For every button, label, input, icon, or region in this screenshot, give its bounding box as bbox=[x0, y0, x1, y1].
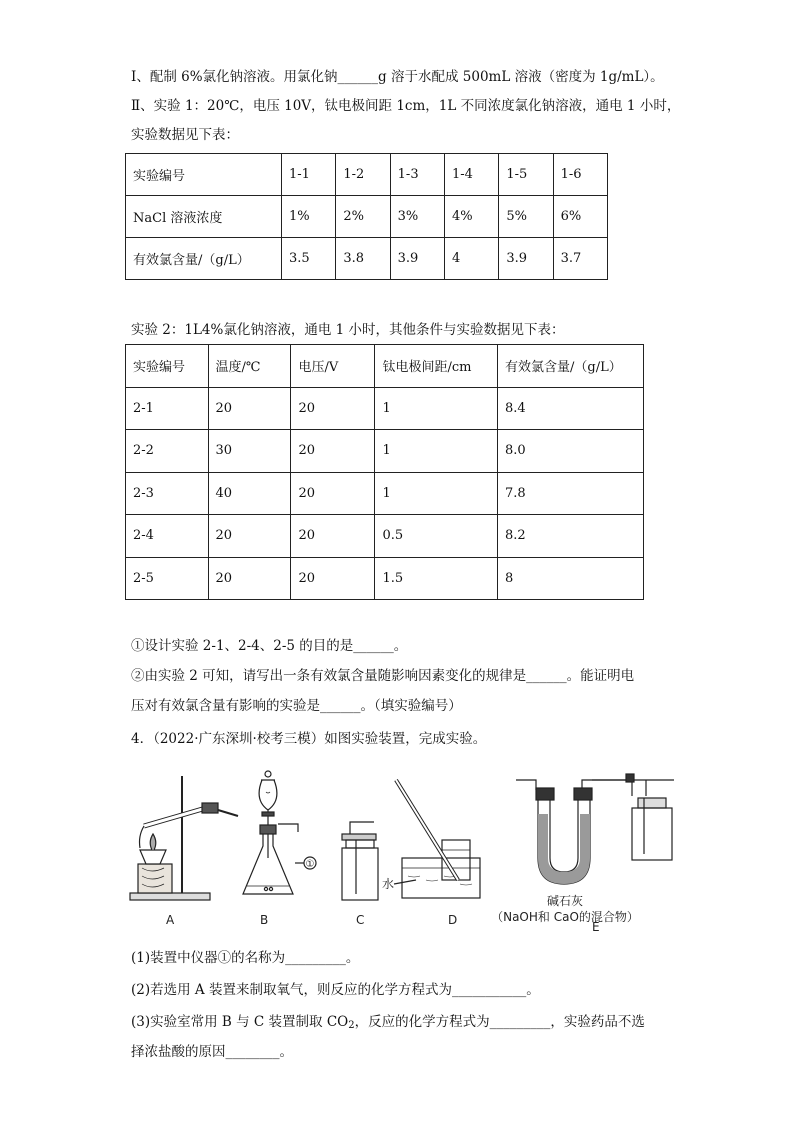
table2-cell: 20 bbox=[291, 557, 375, 600]
table2-header-row bbox=[126, 345, 644, 388]
label-a: A bbox=[166, 913, 175, 927]
part2-line1: Ⅱ、实验 1：20℃，电压 10V，钛电极间距 1cm，1L 不同浓度氯化钠溶液，通电 1 小时， bbox=[131, 98, 681, 114]
label-d: D bbox=[448, 913, 458, 927]
table1-cell: 4 bbox=[444, 238, 498, 280]
table1-cell: 1-2 bbox=[336, 154, 390, 196]
question-2-line2: 压对有效氯含量有影响的实验是______。（填实验编号） bbox=[131, 698, 462, 714]
part1-text: Ⅰ、配制 6%氯化钠溶液。用氯化钠______g 溶于水配成 500mL 溶液（密度为 1g/mL）。 bbox=[131, 69, 664, 85]
table2-cell: 8.4 bbox=[498, 387, 644, 430]
sub-question-3-line2: 择浓盐酸的原因________。 bbox=[131, 1044, 293, 1060]
apparatus-c bbox=[342, 822, 378, 927]
table1-cell: 3.7 bbox=[553, 238, 607, 280]
table2-header-cell: 温度/℃ bbox=[208, 345, 291, 388]
table2-cell: 7.8 bbox=[498, 472, 644, 515]
label-e: E bbox=[592, 920, 600, 933]
table2-row bbox=[126, 387, 644, 430]
sub-question-3-line1: (3)实验室常用 B 与 C 装置制取 $CO_2$，反应的化学方程式为_________，实验药品不选 bbox=[131, 1014, 645, 1031]
table2-cell: 2-5 bbox=[126, 557, 209, 600]
table2 bbox=[125, 344, 644, 600]
table2-cell: 8.0 bbox=[498, 430, 644, 473]
table1-row-header: 有效氯含量/（g/L） bbox=[126, 238, 282, 280]
table2-cell: 8.2 bbox=[498, 515, 644, 558]
table2-cell: 20 bbox=[208, 387, 291, 430]
table1-row-header: 实验编号 bbox=[126, 154, 282, 196]
table2-header-cell: 钛电极间距/cm bbox=[375, 345, 498, 388]
sub-question-2: (2)若选用 A 装置来制取氧气，则反应的化学方程式为___________。 bbox=[131, 982, 540, 998]
table2-header-cell: 电压/V bbox=[291, 345, 375, 388]
table2-cell: 1 bbox=[375, 472, 498, 515]
part2-line2: 实验数据见下表： bbox=[131, 127, 239, 143]
question-2-line1: ②由实验 2 可知，请写出一条有效氯含量随影响因素变化的规律是______。能证明电 bbox=[131, 668, 635, 684]
water-label: 水 bbox=[382, 877, 395, 891]
table2-cell: 20 bbox=[291, 387, 375, 430]
table2-header-cell: 实验编号 bbox=[126, 345, 209, 388]
label-b: B bbox=[260, 913, 269, 927]
table1-cell: 3% bbox=[390, 196, 444, 238]
table1-cell: 2% bbox=[336, 196, 390, 238]
table1-cell: 1-4 bbox=[444, 154, 498, 196]
table2-cell: 2-4 bbox=[126, 515, 209, 558]
table1-row bbox=[126, 196, 608, 238]
table2-cell: 2-1 bbox=[126, 387, 209, 430]
table1-cell: 6% bbox=[553, 196, 607, 238]
soda-lime-label: 碱石灰 bbox=[546, 894, 584, 908]
apparatus-figure bbox=[120, 768, 700, 933]
table1-cell: 3.5 bbox=[282, 238, 336, 280]
table2-cell: 0.5 bbox=[375, 515, 498, 558]
table2-cell: 1 bbox=[375, 387, 498, 430]
sub-question-1: (1)装置中仪器①的名称为_________。 bbox=[131, 950, 360, 966]
exp2-intro: 实验 2：1L4%氯化钠溶液，通电 1 小时，其他条件与实验数据见下表： bbox=[131, 322, 565, 338]
table2-cell: 2-3 bbox=[126, 472, 209, 515]
table1 bbox=[125, 153, 608, 280]
label-c: C bbox=[356, 913, 365, 927]
table2-cell: 2-2 bbox=[126, 430, 209, 473]
problem4-header: 4．（2022·广东深圳·校考三模）如图实验装置，完成实验。 bbox=[131, 731, 487, 747]
table2-cell: 8 bbox=[498, 557, 644, 600]
table1-cell: 1-5 bbox=[499, 154, 553, 196]
table2-row bbox=[126, 515, 644, 558]
table1-row bbox=[126, 238, 608, 280]
apparatus-e bbox=[491, 774, 674, 933]
table1-cell: 3.9 bbox=[499, 238, 553, 280]
table2-cell: 20 bbox=[291, 515, 375, 558]
table1-cell: 1-1 bbox=[282, 154, 336, 196]
table1-cell: 3.8 bbox=[336, 238, 390, 280]
table2-cell: 20 bbox=[208, 557, 291, 600]
soda-lime-description: （NaOH和 CaO的混合物） bbox=[491, 910, 639, 924]
table1-cell: 1% bbox=[282, 196, 336, 238]
apparatus-d bbox=[382, 780, 480, 927]
table1-cell: 1-6 bbox=[553, 154, 607, 196]
table2-cell: 20 bbox=[208, 515, 291, 558]
circled-one-label: ① bbox=[305, 859, 315, 870]
apparatus-a bbox=[130, 776, 238, 927]
table2-cell: 20 bbox=[291, 430, 375, 473]
question-1: ①设计实验 2-1、2-4、2-5 的目的是______。 bbox=[131, 638, 408, 654]
table2-cell: 1.5 bbox=[375, 557, 498, 600]
apparatus-b bbox=[243, 771, 316, 927]
table2-cell: 30 bbox=[208, 430, 291, 473]
table2-cell: 20 bbox=[291, 472, 375, 515]
table2-row bbox=[126, 430, 644, 473]
table1-cell: 5% bbox=[499, 196, 553, 238]
table1-row-header: NaCl 溶液浓度 bbox=[126, 196, 282, 238]
table1-cell: 1-3 bbox=[390, 154, 444, 196]
table2-cell: 40 bbox=[208, 472, 291, 515]
table2-row bbox=[126, 557, 644, 600]
table1-row bbox=[126, 154, 608, 196]
answer-blank[interactable]: ______ bbox=[337, 69, 379, 85]
table2-header-cell: 有效氯含量/（g/L） bbox=[498, 345, 644, 388]
table1-cell: 4% bbox=[444, 196, 498, 238]
table2-cell: 1 bbox=[375, 430, 498, 473]
table1-cell: 3.9 bbox=[390, 238, 444, 280]
table2-row bbox=[126, 472, 644, 515]
